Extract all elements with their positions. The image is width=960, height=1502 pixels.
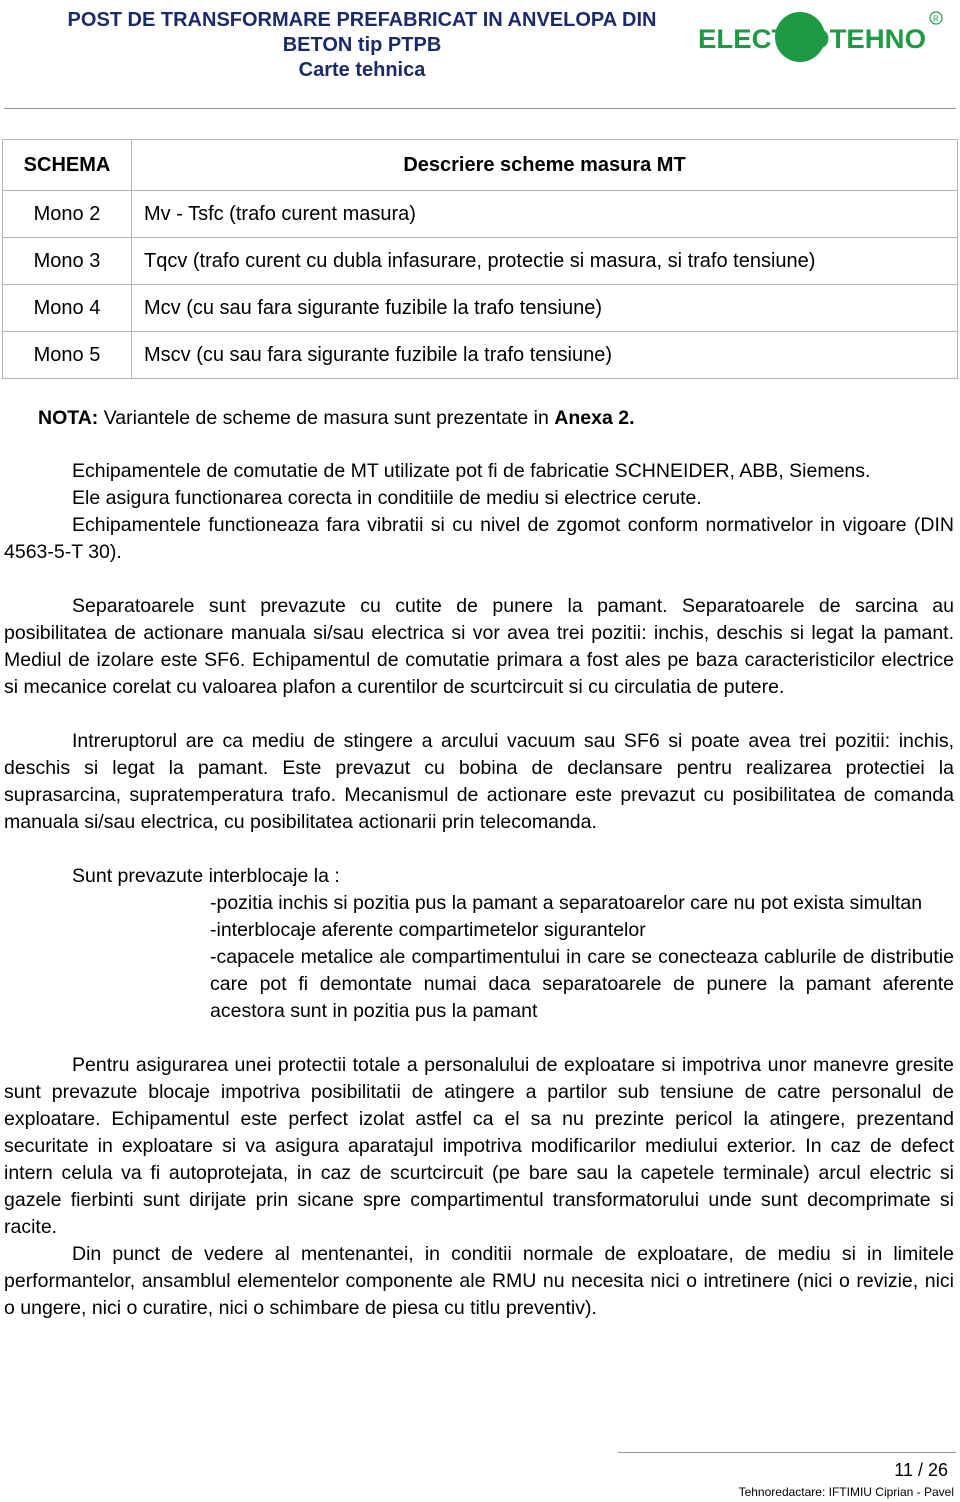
description-cell: Tqcv (trafo curent cu dubla infasurare, protectie si masura, si trafo tensiune) <box>132 238 958 285</box>
interlock-item: -pozitia inchis si pozitia pus la pamant a separatoarelor care nu pot exista simultan <box>210 892 923 914</box>
paragraph-suppliers: Echipamentele de comutatie de MT utilizate pot fi de fabricatie SCHNEIDER, ABB, Siemens. <box>72 460 871 482</box>
header-divider <box>4 108 956 109</box>
table-row <box>3 238 958 285</box>
electrotehno-logo <box>696 8 946 64</box>
nota-paragraph <box>4 405 954 432</box>
logo-text: ELECTROTEHNO <box>698 24 926 54</box>
schema-cell: Mono 4 <box>3 285 132 332</box>
schema-cell: Mono 5 <box>3 332 132 379</box>
interlocks-intro: Sunt prevazute interblocaje la : <box>72 865 340 887</box>
title-line-3: Carte tehnica <box>298 59 426 81</box>
column-header-description: Descriere scheme masura MT <box>132 140 958 191</box>
interlock-item: -capacele metalice ale compartimentului in care se conecteaza cablurile de distributie care pot fi demontate numai daca separatoarele de punere la pamant aferente acestora sunt in pozitia pus la pamant <box>210 946 954 1022</box>
nota-label: NOTA: <box>38 407 99 429</box>
editor-credit: Tehnoredactare: IFTIMIU Ciprian - Pavel <box>738 1485 954 1499</box>
title-line-2: BETON tip PTPB <box>282 34 442 56</box>
nota-text: Variantele de scheme de masura sunt prezentate in <box>98 407 555 429</box>
page-header <box>0 0 960 110</box>
description-cell: Mv - Tsfc (trafo curent masura) <box>132 191 958 238</box>
document-title <box>22 8 702 83</box>
paragraph-maintenance: Din punct de vedere al mentenantei, in conditii normale de exploatare, de mediu si in limitele performantelor, ansamblul elementelor componente ale RMU nu necesita nici o intretinere (nici o revizie, nici o ungere, nici o curatire, nici o schimbare de piesa cu titlu preventiv). <box>4 1243 954 1319</box>
scheme-table <box>2 139 958 379</box>
annex-reference: Anexa 2. <box>554 407 635 429</box>
table-header-row <box>3 140 958 191</box>
body-text <box>4 405 954 1322</box>
table-row <box>3 285 958 332</box>
paragraph-vibrations: Echipamentele functioneaza fara vibratii si cu nivel de zgomot conform normativelor in vigoare (DIN 4563-5-T 30). <box>4 514 954 563</box>
description-cell: Mscv (cu sau fara sigurante fuzibile la trafo tensiune) <box>132 332 958 379</box>
paragraph-circuit-breaker: Intreruptorul are ca mediu de stingere a arcului vacuum sau SF6 si poate avea trei pozitii: inchis, deschis si legat la pamant. Este prevazut cu bobina de declansare pentru realizarea protectiei la suprasarcina, supratemperatura trafo. Mecanismul de actionare este prevazut cu posibilitatea de comanda manuala si/sau electrica, cu posibilitatea actionarii prin telecomanda. <box>4 730 954 833</box>
footer-divider <box>618 1452 956 1453</box>
registered-mark: R <box>933 14 939 24</box>
column-header-schema: SCHEMA <box>3 140 132 191</box>
schema-cell: Mono 3 <box>3 238 132 285</box>
description-cell: Mcv (cu sau fara sigurante fuzibile la trafo tensiune) <box>132 285 958 332</box>
title-line-1: POST DE TRANSFORMARE PREFABRICAT IN ANVELOPA DIN <box>67 9 657 31</box>
table-row <box>3 332 958 379</box>
paragraph-disconnectors: Separatoarele sunt prevazute cu cutite de punere la pamant. Separatoarele de sarcina au posibilitatea de actionare manuala si/sau electrica si vor avea trei pozitii: inchis, deschis si legat la pamant. Mediul de izolare este SF6. Echipamentul de comutatie primara a fost ales pe baza caracteristicilor electrice si mecanice corelat cu valoarea plafon a curentilor de scurtcircuit si cu circulatia de putere. <box>4 595 954 698</box>
paragraph-protection: Pentru asigurarea unei protectii totale a personalului de exploatare si impotriva unor manevre gresite sunt prevazute blocaje impotriva posibilitatii de atingere a partilor sub tensiune de catre personalul de exploatare. Echipamentul este perfect izolat astfel ca el sa nu prezinte pericol la atingere, prezentand securitate in exploatare si va asigura aparatajul impotriva modificarilor mediului exterior. In caz de defect intern celula va fi autoprotejata, in caz de scurtcircuit (pe bare sau la capetele terminale) arcul electric si gazele fierbinti sunt dirijate prin sicane spre compartimentul transformatorului unde sunt decomprimate si racite. <box>4 1054 954 1238</box>
table-row <box>3 191 958 238</box>
page-number: 11 / 26 <box>894 1460 948 1480</box>
schema-cell: Mono 2 <box>3 191 132 238</box>
paragraph-operation: Ele asigura functionarea corecta in conditiile de mediu si electrice cerute. <box>72 487 702 509</box>
interlock-item: -interblocaje aferente compartimetelor sigurantelor <box>210 919 646 941</box>
